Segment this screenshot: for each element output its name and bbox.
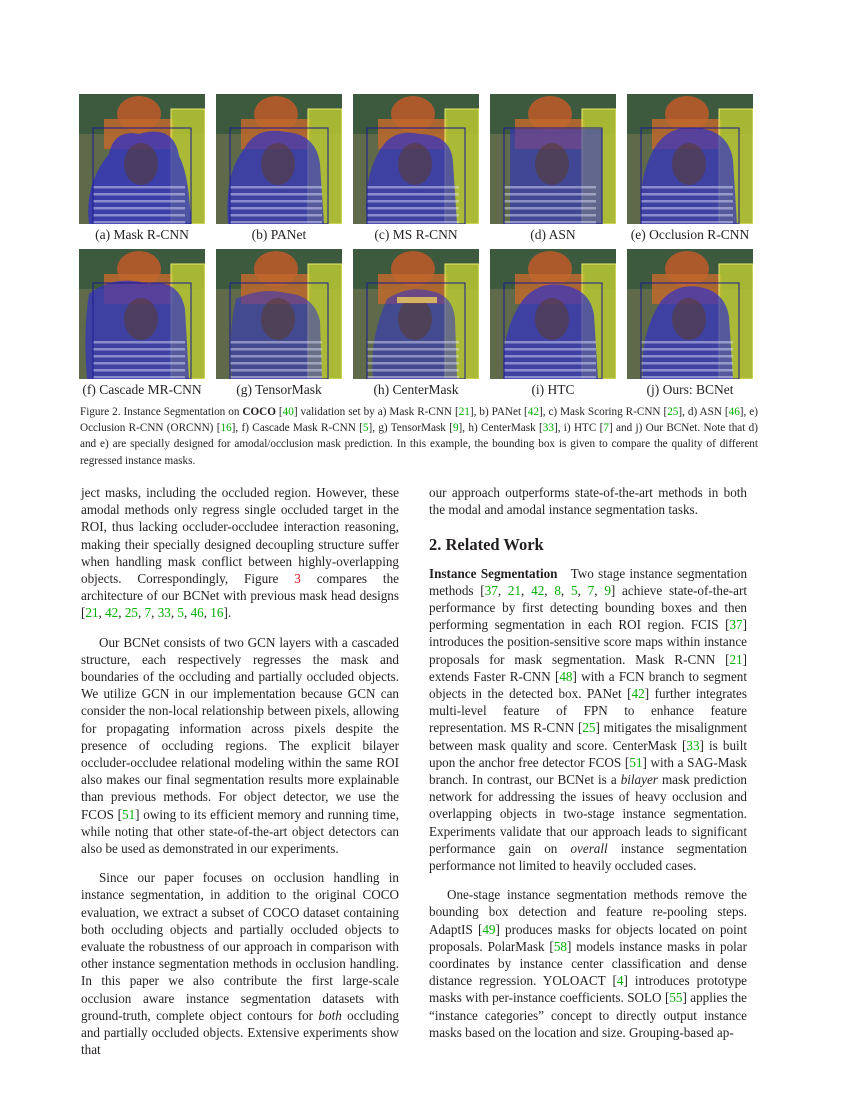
citation-link[interactable]: 25 [667, 406, 679, 418]
text: ] mitigates the misalignment between mask quality and score. CenterMask [ [429, 720, 747, 753]
citation-link[interactable]: 21 [729, 651, 743, 667]
text: Since our paper focuses on occlusion handling in instance segmentation, in addition to the original COCO evaluation, we extract a subset of COCO dataset containing both occluding objects and partially occluded objects to evaluate the robustness of our approach in comparison with other instance segmentation methods in occlusion handling. In this paper we also contribute the first large-scale occlusion aware instance segmentation datasets with ground-truth, complete object contours for [81, 870, 399, 1023]
subfigure-caption: (j) Ours: BCNet [646, 382, 734, 397]
citation-link[interactable]: 7 [144, 605, 152, 621]
segmentation-image [216, 249, 342, 379]
citation-link[interactable]: 21 [85, 605, 99, 621]
segmentation-image [353, 94, 479, 224]
citation-link[interactable]: 48 [559, 668, 573, 684]
segmentation-image [353, 249, 479, 379]
text: ] with a SAG-Mask branch. In contrast, our BCNet is a [429, 754, 748, 788]
figure-panel [489, 249, 617, 398]
citation-link[interactable]: 5 [362, 422, 369, 435]
subfigure-caption: (a) Mask R-CNN [95, 227, 189, 242]
segmentation-image [490, 249, 616, 379]
citation-link[interactable]: 40 [282, 406, 294, 418]
segmentation-image [627, 249, 753, 379]
paragraph-title: Instance Segmentation [429, 565, 558, 581]
subfigure-caption: (i) HTC [531, 382, 575, 397]
caption-text: , b) PANet [473, 406, 525, 418]
citation-link[interactable]: 33 [157, 605, 171, 621]
subfigure-caption: (e) Occlusion R-CNN [630, 227, 750, 242]
caption-coco: COCO [242, 406, 276, 418]
paragraph [81, 484, 399, 622]
figure-link[interactable]: 3 [294, 571, 301, 587]
caption-text: , g) TensorMask [372, 422, 450, 435]
subfigure-caption: (b) PANet [251, 227, 307, 242]
text: mask prediction network for addressing the issues of heavy occlusion and overlapping objects in two-stage instance segmentation. Experiments validate that our approach leads to significant performance gain on [429, 772, 747, 856]
subfigure-caption: (d) ASN [530, 227, 576, 242]
caption-text: , d) ASN [682, 406, 725, 418]
segmentation-image [627, 94, 753, 224]
figure-panel [352, 94, 480, 243]
paragraph [81, 869, 399, 1058]
figure-panel [626, 94, 754, 243]
citation-link[interactable]: 16 [220, 422, 232, 435]
text: ]. [223, 605, 232, 621]
text-emphasis: bilayer [620, 772, 658, 788]
figure-row-1 [78, 94, 754, 243]
figure-caption: Figure 2. Instance Segmentation on COCO [40] validation set by a) Mask R-CNN [21], b) PANet [42], c) Mask Scoring R-CNN [25], d) ASN [46], e) Occlusion R-CNN (ORCNN) [16], f) Cascade Mask R-CNN [5], g) TensorMask [9], h) CenterMask [33], i) HTC [7] and j) Our BCNet. Note that d) and e) are specially designed for amodal/occlusion mask prediction. In this example, the bounding box is given to compare the quality of different regressed instance masks. [80, 406, 758, 467]
text: occluding and partially occluded objects. Extensive experiments show that [81, 1007, 399, 1058]
caption-text: , c) Mask Scoring R-CNN [542, 406, 664, 418]
text: ] owing to its efficient memory and running time, while noting that other state-of-the-art object detectors can also be used as demonstrated in our experiments. [81, 806, 399, 857]
citation-link[interactable]: 42 [105, 605, 119, 621]
citation-link[interactable]: 33 [686, 737, 700, 753]
citation-link[interactable]: 33 [542, 422, 554, 435]
citation-link[interactable]: 21 [458, 406, 470, 418]
text: Two stage instance segmentation methods [ [429, 565, 748, 598]
citation-list: 21, 42, 25, 7, 33, 5, 46, 16 [85, 605, 224, 621]
citation-link[interactable]: 42 [527, 406, 539, 418]
paragraph [81, 634, 399, 858]
text: ] applies the “instance categories” concept to directly output instance masks based on the location and size. Grouping-based ap- [429, 990, 747, 1040]
section-heading: 2. Related Work [429, 535, 544, 555]
citation-link[interactable]: 8 [554, 582, 561, 598]
paragraph [429, 565, 747, 875]
figure-panel [489, 94, 617, 243]
citation-link[interactable]: 7 [587, 582, 595, 598]
citation-link[interactable]: 5 [571, 582, 578, 598]
text: ] is built upon the anchor free detector FCOS [ [429, 737, 748, 770]
paragraph [429, 886, 747, 1041]
figure-row-2 [78, 249, 754, 398]
citation-link[interactable]: 46 [190, 605, 204, 621]
citation-link[interactable]: 42 [531, 582, 545, 598]
subfigure-caption: (g) TensorMask [236, 382, 322, 397]
text: ] further integrates multi-level feature of FPN to enhance feature representation. MS R-CNN [ [429, 686, 748, 736]
citation-link[interactable]: 16 [210, 605, 224, 621]
figure-panel [215, 94, 343, 243]
citation-link[interactable]: 9 [452, 422, 459, 435]
subfigure-caption: (f) Cascade MR-CNN [82, 382, 202, 397]
text: ] produces masks for objects located on point proposals. PolarMask [ [429, 921, 748, 954]
segmentation-image [490, 94, 616, 224]
caption-text: validation set by a) Mask R-CNN [297, 406, 455, 418]
paragraph: our approach outperforms state-of-the-art methods in both the modal and amodal instance segmentation tasks. [429, 485, 747, 518]
citation-link[interactable]: 21 [507, 582, 522, 598]
text-emphasis: both [318, 1007, 342, 1023]
text: ] models instance masks in polar coordinates by instance center classification and dense distance regression. YOLOACT [ [429, 938, 747, 989]
figure-panel [78, 94, 206, 243]
citation-link[interactable]: 25 [124, 605, 138, 621]
figure-2-grid [78, 94, 754, 398]
text-emphasis: overall [570, 840, 608, 856]
text: One-stage instance segmentation methods remove the bounding box detection and feature re-pooling steps. AdaptIS [ [429, 887, 747, 937]
text: compares the architecture of our BCNet with previous mask head designs [ [81, 571, 399, 621]
citation-link[interactable]: 49 [482, 921, 496, 937]
citation-link[interactable]: 4 [616, 973, 624, 989]
text: ] extends Faster R-CNN [ [429, 651, 747, 684]
text: ] achieve state-of-the-art performance by first detecting bounding boxes and then performing segmentation in each ROI region. FCIS [ [429, 582, 748, 633]
caption-text: and j) Our BCNet. Note that d) and e) are specially designed for amodal/occlusion mask prediction. In this example, the bounding box is given to compare the quality of different regressed instance masks. [80, 422, 758, 467]
subfigure-caption: (h) CenterMask [373, 382, 459, 397]
citation-link[interactable]: 51 [122, 806, 136, 822]
text: instance segmentation performance not limited to heavily occluded cases. [429, 840, 747, 874]
left-column [81, 484, 399, 1059]
segmentation-image [79, 94, 205, 224]
citation-link[interactable]: 58 [553, 938, 567, 954]
citation-link[interactable]: 37 [729, 617, 743, 633]
caption-text: , f) Cascade Mask R-CNN [235, 422, 360, 435]
caption-text: , h) CenterMask [462, 422, 540, 435]
citation-link[interactable]: 5 [177, 605, 184, 621]
caption-text: Figure 2. Instance Segmentation on [80, 406, 243, 418]
segmentation-image [79, 249, 205, 379]
text: ] with a FCN branch to segment objects in the detected box. PANet [ [429, 668, 748, 702]
citation-link[interactable]: 37 [484, 582, 498, 598]
citation-link[interactable]: 9 [604, 582, 611, 598]
caption-text: , e) Occlusion R-CNN (ORCNN) [80, 406, 758, 435]
citation-link[interactable]: 25 [582, 720, 596, 736]
caption-text: , i) HTC [557, 422, 600, 435]
figure-panel [215, 249, 343, 398]
right-column [429, 484, 747, 1041]
figure-panel [626, 249, 754, 398]
citation-link[interactable]: 42 [631, 686, 645, 702]
subfigure-caption: (c) MS R-CNN [374, 227, 458, 242]
figure-panel [78, 249, 206, 398]
citation-link[interactable]: 46 [728, 406, 740, 418]
citation-list: 37, 21, 42, 8, 5, 7, 9 [484, 582, 611, 598]
text: ] introduces prototype masks with per-instance coefficients. SOLO [ [429, 973, 747, 1006]
citation-link[interactable]: 55 [669, 990, 683, 1006]
text: ject masks, including the occluded region. However, these amodal methods only regress single occluded target in the ROI, thus lacking occluder-occludee interaction reasoning, making their specially designed decoupling structure suffer when handling mask conflict between highly-overlapping objects. Correspondingly, Figure [81, 485, 399, 587]
citation-link[interactable]: 7 [603, 422, 609, 435]
text: ] introduces the position-sensitive score maps within instance proposals for mask segmentation. Mask R-CNN [ [429, 617, 747, 667]
figure-panel [352, 249, 480, 398]
text: Our BCNet consists of two GCN layers with a cascaded structure, each respectively regresses the mask and boundaries of the occluding and partially occluded objects. We utilize GCN in our implementation because GCN can consider the non-local relationship between pixels, allowing for propagating information across pixels despite the presence of occluding regions. The explicit bilayer occluder-occludee relational modeling within the same ROI also makes our final segmentation results more explainable than previous methods. For object detector, we use the FCOS [ [81, 634, 399, 822]
segmentation-image [216, 94, 342, 224]
citation-link[interactable]: 51 [629, 754, 643, 770]
